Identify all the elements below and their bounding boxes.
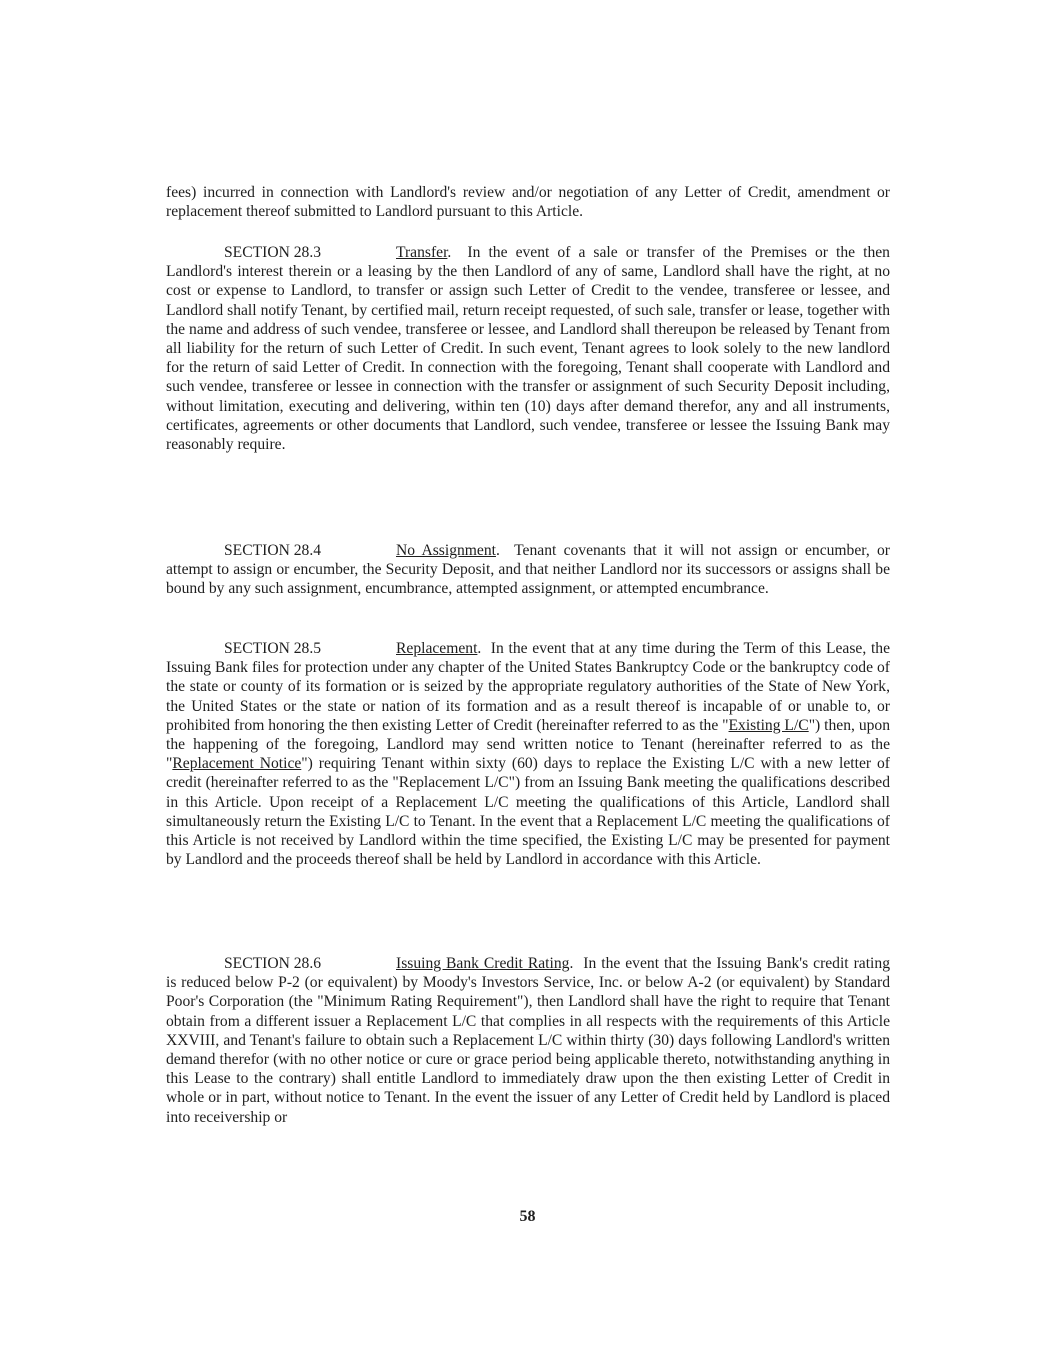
section-number: SECTION 28.6: [224, 955, 322, 972]
section-number: SECTION 28.5: [224, 640, 322, 657]
section-body: In the event that at any time during the Term of this Lease, the Issuing Bank files for protection under any chapter of the United States Bankruptcy Code or the bankruptcy code of the state or county of its formation or is seized by the appropriate regulatory authorities of the State of New York, the United States or the state or nation of its formation and as a result thereof is incapable of or unable to, or prohibited from honoring the then existing Letter of Credit (hereinafter referred to as the ": [166, 640, 890, 734]
section-body: Tenant covenants that it will not assign or encumber, or attempt to assign or encumber, the Security Deposit, and that neither Landlord nor its successors or assigns shall be bound by any such assignment, encumbrance, attempted assignment, or attempted encumbrance.: [166, 542, 890, 598]
defined-term-existing-lc: Existing L/C: [728, 716, 809, 734]
section-heading: Transfer: [396, 244, 448, 261]
section-body: In the event of a sale or transfer of the Premises or the then Landlord's interest therein or a leasing by the then Landlord of any of same, Landlord shall have the right, at no cost or expense to Landlord, to transfer or assign such Letter of Credit to the vendee, transferee or lessee, and Landlord shall notify Tenant, by certified mail, return receipt requested, of such sale, transfer or lease, together with the name and address of such vendee, transferee or lessee, and Landlord shall thereupon be released by Tenant from all liability for the return of such Letter of Credit. In such event, Tenant agrees to look solely to the new landlord for the return of said Letter of Credit. In connection with the foregoing, Tenant shall cooperate with Landlord and such vendee, transferee or lessee in connection with the transfer or assignment of such Security Deposit including, without limitation, executing and delivering, within ten (10) days after demand therefor, any and all instruments, certificates, agreements or other documents that Landlord, such vendee, transferee or lessee the Issuing Bank may reasonably require.: [166, 244, 890, 454]
section-28-6-paragraph: SECTION 28.6 Issuing Bank Credit Rating. In the event that the Issuing Bank's credit rating is reduced below P-2 (or equivalent) by Moody's Investors Service, Inc. or below A-2 (or equivalent) by Standard Poor's Corporation (the "Minimum Rating Requirement"), then Landlord shall have the right to require that Tenant obtain from a different issuer a Replacement L/C that complies in all respects with the requirements of this Article XXVIII, and Tenant's failure to obtain such a Replacement L/C within thirty (30) days following Landlord's written demand therefor (with no other notice or cure or grace period being applicable thereto, notwithstanding anything in this Lease to the contrary) shall entitle Landlord to immediately draw upon the then existing Letter of Credit in whole or in part, without notice to Tenant. In the event the issuer of any Letter of Credit held by Landlord is placed into receivership or: [166, 955, 890, 1126]
section-heading: No Assignment: [396, 542, 496, 559]
page-number: 58: [519, 1208, 536, 1225]
defined-term-replacement-notice: Replacement Notice: [172, 755, 302, 773]
section-28-4-paragraph: SECTION 28.4 No Assignment. Tenant covenants that it will not assign or encumber, or attempt to assign or encumber, the Security Deposit, and that neither Landlord nor its successors or assigns shall be bound by any such assignment, encumbrance, attempted assignment, or attempted encumbrance.: [166, 542, 890, 598]
section-28-3-paragraph: SECTION 28.3 Transfer. In the event of a sale or transfer of the Premises or the then Landlord's interest therein or a leasing by the then Landlord of any of same, Landlord shall have the right, at no cost or expense to Landlord, to transfer or assign such Letter of Credit to the vendee, transferee or lessee, and Landlord shall notify Tenant, by certified mail, return receipt requested, of such sale, transfer or lease, together with the name and address of such vendee, transferee or lessee, and Landlord shall thereupon be released by Tenant from all liability for the return of such Letter of Credit. In such event, Tenant agrees to look solely to the new landlord for the return of said Letter of Credit. In connection with the foregoing, Tenant shall cooperate with Landlord and such vendee, transferee or lessee in connection with the transfer or assignment of such Security Deposit including, without limitation, executing and delivering, within ten (10) days after demand therefor, any and all instruments, certificates, agreements or other documents that Landlord, such vendee, transferee or lessee the Issuing Bank may reasonably require.: [166, 244, 890, 454]
section-28-5-paragraph: SECTION 28.5 Replacement. In the event that at any time during the Term of this Lease, the Issuing Bank files for protection under any chapter of the United States Bankruptcy Code or the bankruptcy code of the state or county of its formation or is seized by the appropriate regulatory authorities of the State of New York, the United States or the state or nation of its formation and as a result thereof is incapable of or unable to, or prohibited from honoring the then existing Letter of Credit (hereinafter referred to as the "Existing L/C") then, upon the happening of the foregoing, Landlord may send written notice to Tenant (hereinafter referred to as the "Replacement Notice") requiring Tenant within sixty (60) days to replace the Existing L/C with a new letter of credit (hereinafter referred to as the "Replacement L/C") from an Issuing Bank meeting the qualifications described in this Article. Upon receipt of a Replacement L/C meeting the qualifications of this Article, Landlord shall simultaneously return the Existing L/C to Tenant. In the event that a Replacement L/C meeting the qualifications of this Article is not received by Landlord within the time specified, the Existing L/C may be presented for payment by Landlord and the proceeds thereof shall be held by Landlord in accordance with this Article.: [166, 640, 891, 869]
section-heading: Replacement: [396, 640, 478, 657]
section-body: ") then, upon the happening of the foregoing, Landlord may send written notice to Tenant (hereinafter referred to as the ": [166, 716, 891, 773]
section-heading: Issuing Bank Credit Rating: [396, 955, 570, 972]
section-body: ") requiring Tenant within sixty (60) days to replace the Existing L/C with a new letter of credit (hereinafter referred to as the "Replacement L/C") from an Issuing Bank meeting the qualifications described in this Article. Upon receipt of a Replacement L/C meeting the qualifications of this Article, Landlord shall simultaneously return the Existing L/C to Tenant. In the event that a Replacement L/C meeting the qualifications of this Article is not received by Landlord within the time specified, the Existing L/C may be presented for payment by Landlord and the proceeds thereof shall be held by Landlord in accordance with this Article.: [166, 755, 890, 869]
section-number: SECTION 28.3: [224, 244, 322, 261]
section-body: In the event that the Issuing Bank's credit rating is reduced below P-2 (or equivalent) by Moody's Investors Service, Inc. or below A-2 (or equivalent) by Standard Poor's Corporation (the "Minimum Rating Requirement"), then Landlord shall have the right to require that Tenant obtain from a different issuer a Replacement L/C that complies in all respects with the requirements of this Article XXVIII, and Tenant's failure to obtain such a Replacement L/C within thirty (30) days following Landlord's written demand therefor (with no other notice or cure or grace period being applicable thereto, notwithstanding anything in this Lease to the contrary) shall entitle Landlord to immediately draw upon the then existing Letter of Credit in whole or in part, without notice to Tenant. In the event the issuer of any Letter of Credit held by Landlord is placed into receivership or: [166, 955, 890, 1126]
section-number: SECTION 28.4: [224, 542, 322, 559]
continuation-paragraph: fees) incurred in connection with Landlord's review and/or negotiation of any Letter of Credit, amendment or replacement thereof submitted to Landlord pursuant to this Article.: [166, 184, 890, 221]
